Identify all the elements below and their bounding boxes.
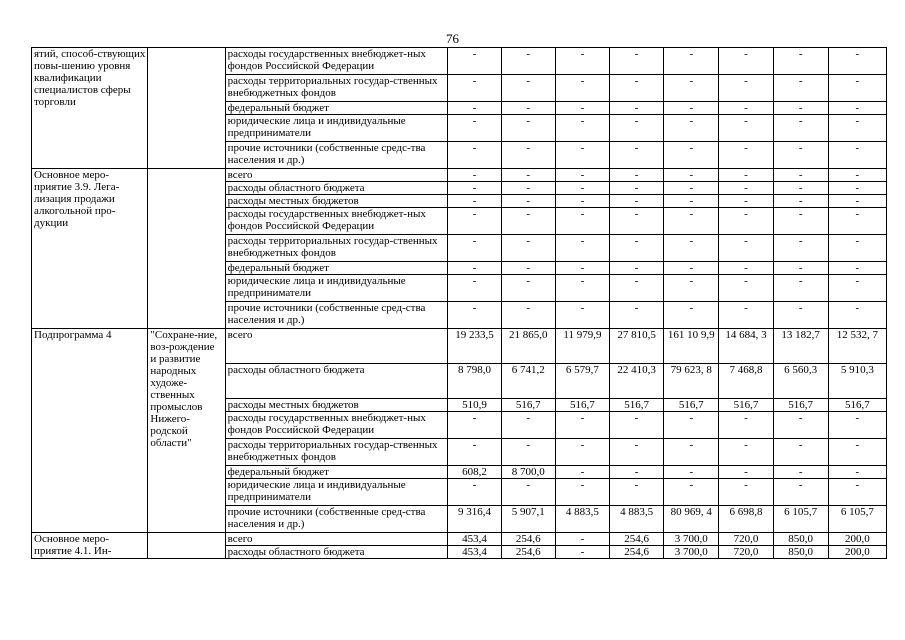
value-cell: - [719, 262, 773, 275]
value-cell: - [828, 412, 886, 439]
value-cell: 3 700,0 [664, 546, 719, 559]
value-cell: - [555, 235, 609, 262]
source-cell: прочие источники (собственные средс-тва населения и др.) [225, 142, 448, 169]
program-cell [148, 533, 225, 559]
value-cell: - [501, 208, 555, 235]
value-cell: 14 684, 3 [719, 329, 773, 364]
value-cell: - [664, 169, 719, 182]
value-cell: - [501, 75, 555, 102]
source-cell: юридические лица и индивидуальные предприниматели [225, 479, 448, 506]
value-cell: - [719, 302, 773, 329]
value-cell: 6 698,8 [719, 506, 773, 533]
value-cell: - [773, 142, 828, 169]
value-cell: - [501, 195, 555, 208]
value-cell: - [828, 262, 886, 275]
value-cell: - [828, 182, 886, 195]
value-cell: - [828, 302, 886, 329]
value-cell: - [610, 142, 664, 169]
value-cell: - [773, 169, 828, 182]
value-cell: - [555, 115, 609, 142]
value-cell: - [828, 275, 886, 302]
value-cell: 161 10 9,9 [664, 329, 719, 364]
value-cell: 5 910,3 [828, 364, 886, 399]
value-cell: - [773, 102, 828, 115]
source-cell: расходы местных бюджетов [225, 195, 448, 208]
value-cell: - [555, 75, 609, 102]
value-cell: - [664, 142, 719, 169]
value-cell: - [448, 275, 501, 302]
value-cell: 453,4 [448, 533, 501, 546]
value-cell: - [719, 275, 773, 302]
source-cell: федеральный бюджет [225, 466, 448, 479]
value-cell: - [828, 169, 886, 182]
value-cell: - [773, 182, 828, 195]
value-cell: - [773, 48, 828, 75]
value-cell: - [664, 439, 719, 466]
value-cell: - [448, 48, 501, 75]
value-cell: - [773, 466, 828, 479]
value-cell: - [664, 235, 719, 262]
value-cell: - [555, 439, 609, 466]
value-cell: - [828, 208, 886, 235]
value-cell: - [501, 115, 555, 142]
value-cell: - [501, 169, 555, 182]
source-cell: расходы территориальных государ-ственных внебюджетных фондов [225, 439, 448, 466]
value-cell: 6 741,2 [501, 364, 555, 399]
value-cell: - [719, 182, 773, 195]
measure-cell: Основное меро-приятие 3.9. Лега-лизация продажи алкогольной про-дукции [32, 169, 148, 329]
table-row [32, 48, 887, 75]
value-cell: - [501, 275, 555, 302]
value-cell: 850,0 [773, 533, 828, 546]
value-cell: - [448, 235, 501, 262]
value-cell: - [664, 302, 719, 329]
source-cell: расходы территориальных государ-ственных внебюджетных фондов [225, 235, 448, 262]
value-cell: 510,9 [448, 399, 501, 412]
source-cell: всего [225, 329, 448, 364]
value-cell: - [664, 195, 719, 208]
value-cell: - [664, 275, 719, 302]
value-cell: - [664, 75, 719, 102]
table-row [32, 533, 887, 546]
program-cell: "Сохране-ние, воз-рождение и развитие народных художе-ственных промыслов Нижего-родской области" [148, 329, 225, 533]
value-cell: - [773, 412, 828, 439]
value-cell: - [664, 262, 719, 275]
value-cell: - [448, 412, 501, 439]
value-cell: - [664, 48, 719, 75]
financing-table [31, 47, 887, 559]
value-cell: - [555, 479, 609, 506]
program-cell [148, 48, 225, 169]
value-cell: - [773, 262, 828, 275]
value-cell: - [555, 102, 609, 115]
value-cell: - [501, 182, 555, 195]
value-cell: - [664, 479, 719, 506]
value-cell: 516,7 [773, 399, 828, 412]
value-cell: - [828, 439, 886, 466]
value-cell: - [501, 439, 555, 466]
value-cell: 200,0 [828, 546, 886, 559]
value-cell: 13 182,7 [773, 329, 828, 364]
measure-cell: Основное меро-приятие 4.1. Ин- [32, 533, 148, 559]
value-cell: - [555, 275, 609, 302]
value-cell: - [828, 48, 886, 75]
value-cell: 720,0 [719, 546, 773, 559]
value-cell: - [555, 169, 609, 182]
value-cell: 5 907,1 [501, 506, 555, 533]
value-cell: - [448, 208, 501, 235]
value-cell: - [719, 102, 773, 115]
source-cell: всего [225, 533, 448, 546]
value-cell: - [773, 275, 828, 302]
value-cell: - [610, 169, 664, 182]
value-cell: - [501, 235, 555, 262]
value-cell: 80 969, 4 [664, 506, 719, 533]
value-cell: 21 865,0 [501, 329, 555, 364]
value-cell: 516,7 [664, 399, 719, 412]
value-cell: - [501, 142, 555, 169]
value-cell: - [555, 48, 609, 75]
value-cell: 11 979,9 [555, 329, 609, 364]
value-cell: 516,7 [610, 399, 664, 412]
value-cell: 254,6 [501, 546, 555, 559]
value-cell: - [828, 195, 886, 208]
measure-cell: Подпрограмма 4 [32, 329, 148, 533]
value-cell: - [610, 115, 664, 142]
value-cell: 254,6 [610, 533, 664, 546]
value-cell: 516,7 [555, 399, 609, 412]
source-cell: прочие источники (собственные сред-ства населения и др.) [225, 506, 448, 533]
value-cell: 6 579,7 [555, 364, 609, 399]
value-cell: - [664, 412, 719, 439]
source-cell: расходы государственных внебюджет-ных фондов Российской Федерации [225, 208, 448, 235]
value-cell: - [719, 75, 773, 102]
value-cell: 254,6 [501, 533, 555, 546]
value-cell: 9 316,4 [448, 506, 501, 533]
value-cell: - [773, 115, 828, 142]
value-cell: 4 883,5 [610, 506, 664, 533]
value-cell: - [664, 208, 719, 235]
value-cell: 7 468,8 [719, 364, 773, 399]
value-cell: - [555, 208, 609, 235]
value-cell: - [610, 102, 664, 115]
value-cell: - [610, 75, 664, 102]
value-cell: - [555, 466, 609, 479]
value-cell: - [610, 466, 664, 479]
value-cell: - [555, 412, 609, 439]
value-cell: - [719, 235, 773, 262]
value-cell: 19 233,5 [448, 329, 501, 364]
value-cell: - [610, 412, 664, 439]
value-cell: - [773, 479, 828, 506]
value-cell: 4 883,5 [555, 506, 609, 533]
value-cell: - [610, 479, 664, 506]
value-cell: 720,0 [719, 533, 773, 546]
value-cell: - [719, 208, 773, 235]
value-cell: 254,6 [610, 546, 664, 559]
page-number: 76 [446, 31, 459, 46]
value-cell: 6 105,7 [828, 506, 886, 533]
value-cell: - [773, 302, 828, 329]
value-cell: 516,7 [828, 399, 886, 412]
value-cell: - [448, 142, 501, 169]
value-cell: - [555, 302, 609, 329]
value-cell: - [555, 182, 609, 195]
source-cell: расходы областного бюджета [225, 182, 448, 195]
value-cell: - [448, 439, 501, 466]
value-cell: - [448, 195, 501, 208]
table-row [32, 169, 887, 182]
value-cell: - [828, 479, 886, 506]
value-cell: - [448, 75, 501, 102]
value-cell: 8 700,0 [501, 466, 555, 479]
value-cell: 200,0 [828, 533, 886, 546]
source-cell: расходы территориальных государ-ственных внебюджетных фондов [225, 75, 448, 102]
source-cell: расходы государственных внебюджет-ных фондов Российской Федерации [225, 48, 448, 75]
value-cell: - [555, 262, 609, 275]
value-cell: - [555, 533, 609, 546]
value-cell: - [664, 115, 719, 142]
value-cell: - [610, 439, 664, 466]
value-cell: - [555, 546, 609, 559]
value-cell: - [828, 75, 886, 102]
value-cell: - [719, 439, 773, 466]
source-cell: всего [225, 169, 448, 182]
value-cell: - [719, 466, 773, 479]
source-cell: юридические лица и индивидуальные предприниматели [225, 275, 448, 302]
value-cell: - [828, 142, 886, 169]
value-cell: - [610, 262, 664, 275]
source-cell: федеральный бюджет [225, 262, 448, 275]
value-cell: - [828, 115, 886, 142]
value-cell: - [501, 262, 555, 275]
value-cell: 6 560,3 [773, 364, 828, 399]
value-cell: - [501, 412, 555, 439]
source-cell: расходы областного бюджета [225, 546, 448, 559]
value-cell: - [610, 48, 664, 75]
measure-cell: ятий, способ-ствующих повы-шению уровня квалификации специалистов сферы торговли [32, 48, 148, 169]
program-cell [148, 169, 225, 329]
value-cell: - [501, 302, 555, 329]
value-cell: - [448, 302, 501, 329]
value-cell: - [610, 235, 664, 262]
value-cell: - [610, 208, 664, 235]
value-cell: 850,0 [773, 546, 828, 559]
value-cell: - [610, 195, 664, 208]
value-cell: 516,7 [501, 399, 555, 412]
value-cell: - [448, 169, 501, 182]
value-cell: 12 532, 7 [828, 329, 886, 364]
value-cell: 6 105,7 [773, 506, 828, 533]
value-cell: - [828, 466, 886, 479]
value-cell: - [501, 102, 555, 115]
value-cell: - [448, 115, 501, 142]
value-cell: - [610, 182, 664, 195]
value-cell: - [719, 115, 773, 142]
value-cell: - [828, 102, 886, 115]
value-cell: 608,2 [448, 466, 501, 479]
value-cell: 3 700,0 [664, 533, 719, 546]
value-cell: 516,7 [719, 399, 773, 412]
value-cell: - [773, 439, 828, 466]
value-cell: - [719, 48, 773, 75]
value-cell: 27 810,5 [610, 329, 664, 364]
source-cell: расходы местных бюджетов [225, 399, 448, 412]
value-cell: - [719, 169, 773, 182]
value-cell: - [555, 142, 609, 169]
source-cell: расходы областного бюджета [225, 364, 448, 399]
value-cell: - [448, 479, 501, 506]
source-cell: прочие источники (собственные сред-ства населения и др.) [225, 302, 448, 329]
value-cell: - [773, 195, 828, 208]
value-cell: 8 798,0 [448, 364, 501, 399]
value-cell: - [555, 195, 609, 208]
value-cell: - [448, 102, 501, 115]
source-cell: расходы государственных внебюджет-ных фондов Российской Федерации [225, 412, 448, 439]
value-cell: - [773, 208, 828, 235]
value-cell: 79 623, 8 [664, 364, 719, 399]
source-cell: федеральный бюджет [225, 102, 448, 115]
value-cell: 22 410,3 [610, 364, 664, 399]
value-cell: - [719, 412, 773, 439]
value-cell: - [828, 235, 886, 262]
value-cell: - [501, 479, 555, 506]
value-cell: - [664, 466, 719, 479]
value-cell: 453,4 [448, 546, 501, 559]
value-cell: - [773, 75, 828, 102]
value-cell: - [664, 182, 719, 195]
value-cell: - [448, 262, 501, 275]
value-cell: - [719, 479, 773, 506]
value-cell: - [448, 182, 501, 195]
value-cell: - [610, 302, 664, 329]
value-cell: - [773, 235, 828, 262]
value-cell: - [719, 195, 773, 208]
value-cell: - [501, 48, 555, 75]
value-cell: - [719, 142, 773, 169]
table-row [32, 329, 887, 364]
source-cell: юридические лица и индивидуальные предприниматели [225, 115, 448, 142]
value-cell: - [664, 102, 719, 115]
value-cell: - [610, 275, 664, 302]
